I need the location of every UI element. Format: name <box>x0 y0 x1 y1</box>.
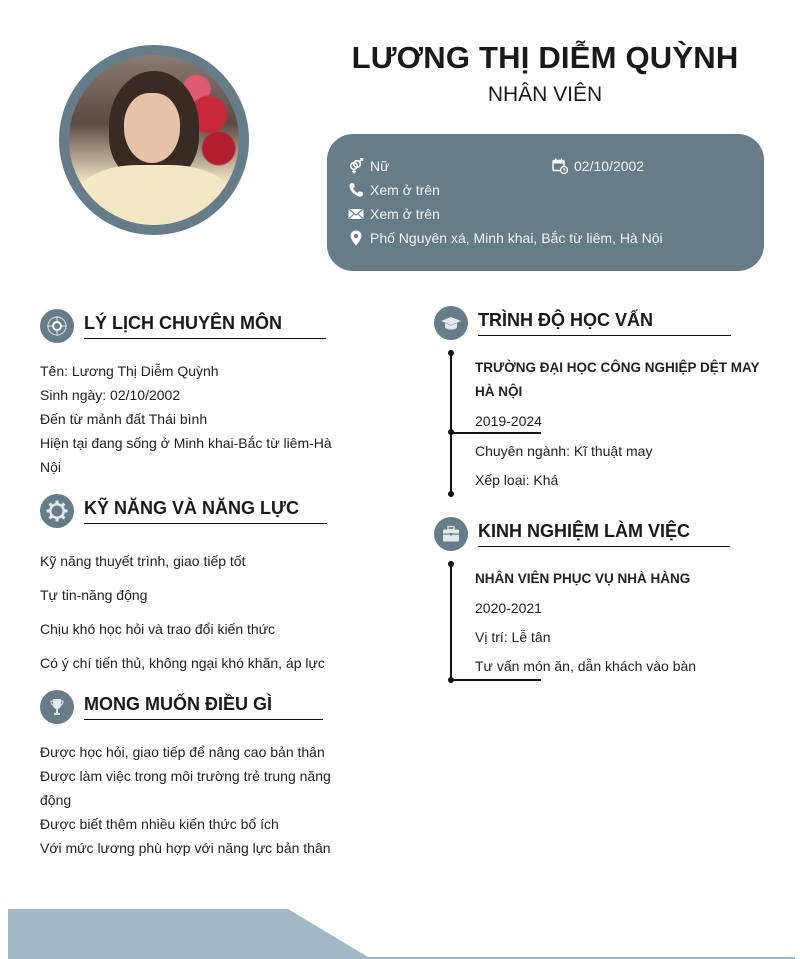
contact-card <box>327 134 764 271</box>
profile-line: Nội <box>40 459 62 475</box>
candidate-role: NHÂN VIÊN <box>487 83 603 106</box>
profile-line: Sinh ngày: 02/10/2002 <box>40 387 181 403</box>
education-grade: Xếp loại: Khá <box>475 472 559 488</box>
phone-value: Xem ở trên <box>370 182 440 198</box>
contact-birthdate <box>552 158 644 174</box>
section-title-experience: KINH NGHIỆM LÀM VIỆC <box>478 521 730 547</box>
section-title-skills: KỸ NĂNG VÀ NĂNG LỰC <box>84 498 327 524</box>
profile-line: Đến từ mảnh đất Thái bình <box>40 411 208 427</box>
phone-icon <box>348 182 364 198</box>
section-title-education: TRÌNH ĐỘ HỌC VẤN <box>478 310 731 336</box>
candidate-name: LƯƠNG THỊ DIỄM QUỲNH <box>351 40 739 75</box>
section-header-experience <box>434 517 730 551</box>
calendar-icon <box>552 158 568 174</box>
avatar-face <box>124 93 180 163</box>
contact-gender <box>348 158 389 174</box>
school-name-line2: HÀ NỘI <box>475 384 523 399</box>
section-header-education <box>434 306 731 340</box>
school-name <box>475 356 760 404</box>
birthdate-value: 02/10/2002 <box>574 158 645 174</box>
contact-address <box>348 230 663 246</box>
gear-icon <box>40 494 74 528</box>
goal-line: động <box>40 792 72 808</box>
education-major: Chuyên ngành: Kĩ thuật may <box>475 443 653 459</box>
profile-text <box>40 359 332 479</box>
gender-icon <box>348 158 364 174</box>
goal-line: Được biết thêm nhiều kiến thức bổ ích <box>40 816 279 832</box>
job-position: Vị trí: Lễ tân <box>475 629 551 645</box>
skill-item: Chịu khó học hỏi và trao đổi kiến thức <box>40 621 276 637</box>
goal-line: Được học hỏi, giao tiếp để nâng cao bản thân <box>40 744 325 760</box>
target-icon <box>40 309 74 343</box>
trophy-icon <box>40 690 74 724</box>
envelope-icon <box>348 206 364 222</box>
section-header-skills <box>40 494 327 528</box>
timeline-dot <box>448 491 454 497</box>
skill-item: Có ý chí tiến thủ, không ngại khó khăn, áp lực <box>40 655 325 671</box>
skill-item: Kỹ năng thuyết trình, giao tiếp tốt <box>40 553 246 569</box>
goal-line: Với mức lương phù hợp với năng lực bản thân <box>40 840 331 856</box>
section-title-goals: MONG MUỐN ĐIỀU GÌ <box>84 694 323 720</box>
footer-decoration <box>8 909 795 959</box>
address-value: Phố Nguyên xá, Minh khai, Bắc từ liêm, Hà Nội <box>370 230 663 246</box>
education-period: 2019-2024 <box>475 413 542 429</box>
location-pin-icon <box>348 230 364 246</box>
job-title: NHÂN VIÊN PHỤC VỤ NHÀ HÀNG <box>475 571 691 586</box>
goals-text <box>40 740 331 860</box>
section-title-profile: LÝ LỊCH CHUYÊN MÔN <box>84 313 326 339</box>
contact-phone <box>348 182 440 198</box>
profile-line: Tên: Lương Thị Diễm Quỳnh <box>40 363 219 379</box>
goal-line: Được làm việc trong môi trường trẻ trung năng <box>40 768 331 784</box>
timeline-divider <box>451 679 541 681</box>
contact-email <box>348 206 440 222</box>
avatar <box>69 55 239 225</box>
school-name-line1: TRƯỜNG ĐẠI HỌC CÔNG NGHIỆP DỆT MAY <box>475 360 760 375</box>
job-period: 2020-2021 <box>475 600 542 616</box>
skill-item: Tự tin-năng động <box>40 587 148 603</box>
avatar-clothing <box>79 165 229 225</box>
gender-value: Nữ <box>370 158 390 174</box>
timeline-dot <box>448 350 454 356</box>
profile-line: Hiện tại đang sống ở Minh khai-Bắc từ liêm-Hà <box>40 435 332 451</box>
graduation-cap-icon <box>434 306 468 340</box>
skills-list <box>40 544 325 680</box>
section-header-goals <box>40 690 323 724</box>
education-timeline-line <box>450 353 452 494</box>
email-value: Xem ở trên <box>370 206 440 222</box>
experience-timeline-line <box>450 564 452 680</box>
briefcase-icon <box>434 517 468 551</box>
job-description: Tư vấn món ăn, dẫn khách vào bàn <box>475 658 697 674</box>
timeline-dot <box>448 561 454 567</box>
section-header-profile <box>40 309 326 343</box>
